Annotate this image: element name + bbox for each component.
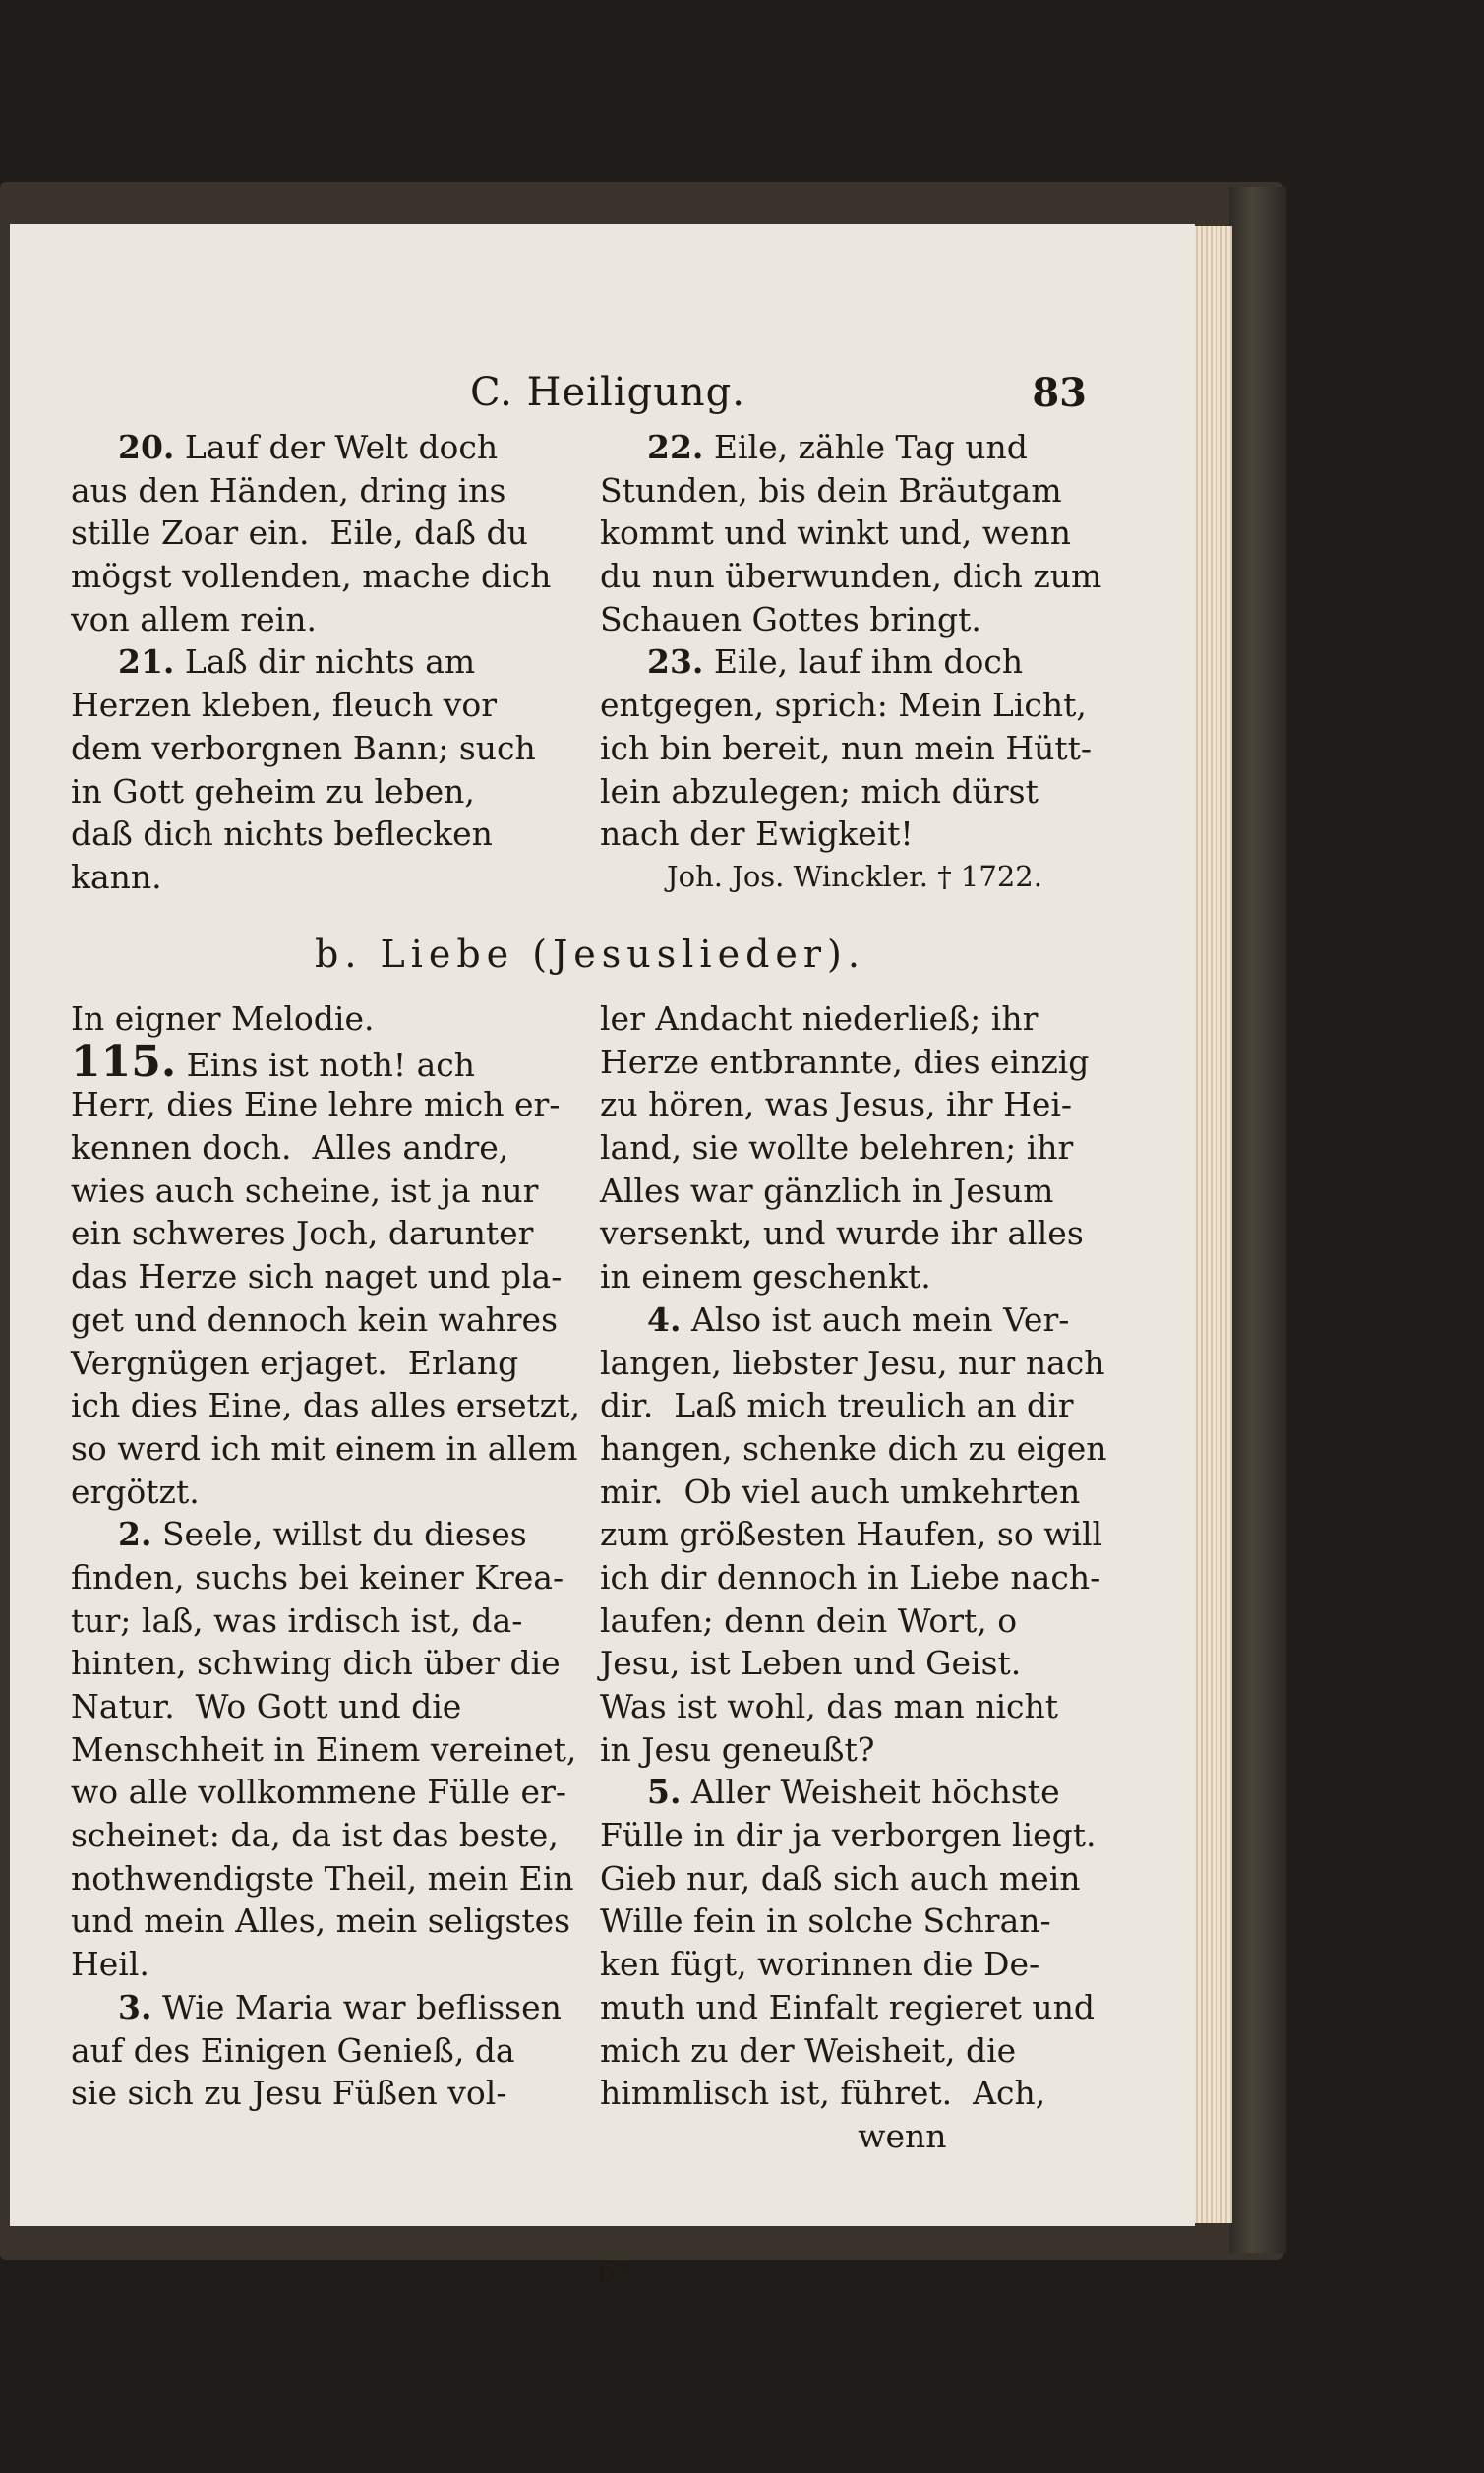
line-text: dir. Laß mich treulich an dir xyxy=(600,1386,1074,1425)
text-line xyxy=(71,997,563,1041)
line-text: laufen; denn dein Wort, o xyxy=(600,1600,1018,1640)
line-text: langen, liebster Jesu, nur nach xyxy=(600,1343,1105,1382)
text-line xyxy=(71,770,563,814)
line-text: aus den Händen, dring ins xyxy=(71,470,506,510)
line-text: hinten, schwing dich über die xyxy=(71,1644,561,1683)
text-line xyxy=(600,727,1092,770)
line-text: das Herze sich naget und pla- xyxy=(71,1257,563,1297)
line-text: Herze entbrannte, dies einzig xyxy=(600,1042,1090,1081)
line-text: Herr, dies Eine lehre mich er- xyxy=(71,1085,561,1124)
line-text: Wie Maria war beflissen xyxy=(151,1987,562,2026)
line-text: In eigner Melodie. xyxy=(71,999,375,1038)
right-column-top xyxy=(600,426,1102,899)
text-line xyxy=(600,1255,1092,1298)
text-line xyxy=(71,1556,563,1599)
line-text: Was ist wohl, das man nicht xyxy=(600,1687,1059,1725)
line-text: land, sie wollte belehren; ihr xyxy=(600,1128,1074,1168)
text-line xyxy=(71,684,563,727)
line-text: Fülle in dir ja verborgen liegt. xyxy=(600,1816,1097,1855)
line-text: du nun überwunden, dich zum xyxy=(600,557,1102,596)
line-text: mir. Ob viel auch umkehrten xyxy=(600,1472,1081,1511)
left-column-top xyxy=(71,426,563,899)
section-heading: b. Liebe (Jesuslieder). xyxy=(315,933,865,976)
line-text: Aller Weisheit höchste xyxy=(681,1773,1060,1812)
line-text: von allem rein. xyxy=(71,599,317,638)
text-line xyxy=(600,1041,1092,1084)
line-text: lein abzulegen; mich dürst xyxy=(600,771,1039,811)
verse-number: 2. xyxy=(118,1515,152,1554)
text-line xyxy=(600,1384,1092,1427)
text-line xyxy=(600,1986,1095,2029)
line-text: Menschheit in Einem vereinet, xyxy=(71,1729,577,1769)
line-text: Seele, willst du dieses xyxy=(151,1515,527,1554)
line-text: Jesu, ist Leben und Geist. xyxy=(600,1644,1022,1683)
line-text: wo alle vollkommene Fülle er- xyxy=(71,1773,567,1812)
line-text: mögst vollenden, mache dich xyxy=(71,557,552,596)
left-column-bottom xyxy=(71,997,580,2115)
verse-number: 22. xyxy=(647,428,704,466)
line-text: nach der Ewigkeit! xyxy=(600,814,914,854)
text-line xyxy=(71,1126,563,1170)
line-text: Schauen Gottes bringt. xyxy=(600,599,981,638)
text-line xyxy=(600,1170,1092,1213)
line-text: Eile, lauf ihm doch xyxy=(703,642,1024,682)
text-line xyxy=(71,1170,563,1213)
header-title: C. Heiligung. xyxy=(470,370,745,415)
line-text: Eile, zähle Tag und xyxy=(703,428,1028,466)
text-line xyxy=(71,1685,563,1728)
text-line xyxy=(600,997,1092,1041)
text-line xyxy=(600,2029,1092,2073)
verse-number: 4. xyxy=(647,1299,682,1339)
text-line xyxy=(71,1212,563,1255)
text-line xyxy=(600,426,1092,469)
text-line xyxy=(600,770,1092,814)
line-text: Also ist auch mein Ver- xyxy=(681,1299,1070,1339)
text-line xyxy=(71,1771,567,1814)
text-line xyxy=(71,1943,563,1986)
line-text: Herzen kleben, fleuch vor xyxy=(71,686,498,725)
text-line xyxy=(600,1342,1105,1385)
text-line xyxy=(71,1900,571,1943)
text-line xyxy=(600,1943,1092,1986)
text-line xyxy=(600,1513,1103,1556)
text-line xyxy=(600,1857,1092,1900)
text-line xyxy=(600,1556,1101,1599)
line-text: tur; laß, was irdisch ist, da- xyxy=(71,1600,523,1640)
text-line xyxy=(600,1685,1092,1728)
text-line xyxy=(71,1342,563,1385)
line-text: ich dies Eine, das alles ersetzt, xyxy=(71,1386,580,1425)
line-text: Eins ist noth! ach xyxy=(176,1045,476,1084)
text-line xyxy=(71,1728,577,1772)
text-line xyxy=(71,856,563,899)
printer-signature: 6* xyxy=(598,2256,629,2288)
line-text: wies auch scheine, ist ja nur xyxy=(71,1171,539,1210)
text-line xyxy=(71,1857,574,1900)
text-line xyxy=(71,1384,580,1427)
text-line xyxy=(71,1642,563,1685)
line-text: Stunden, bis dein Bräutgam xyxy=(600,470,1062,510)
text-line xyxy=(71,1986,563,2029)
line-text: finden, suchs bei keiner Krea- xyxy=(71,1557,564,1597)
line-text: entgegen, sprich: Mein Licht, xyxy=(600,686,1087,725)
text-line xyxy=(600,1599,1092,1643)
hymn-number: 115. xyxy=(71,1036,177,1087)
book-spine xyxy=(1229,187,1286,2253)
right-column-bottom xyxy=(600,997,1107,2158)
text-line xyxy=(600,1642,1092,1685)
text-line xyxy=(600,1212,1092,1255)
text-line xyxy=(71,2072,563,2115)
verse-number: 21. xyxy=(118,642,175,682)
text-line xyxy=(71,727,563,770)
line-text: Natur. Wo Gott und die xyxy=(71,1687,462,1725)
verse-number: 20. xyxy=(118,428,175,466)
line-text: in einem geschenkt. xyxy=(600,1257,931,1297)
text-line xyxy=(71,1036,563,1087)
text-line xyxy=(71,1255,563,1298)
text-line xyxy=(71,1814,563,1857)
text-line xyxy=(71,1599,563,1643)
line-text: sie sich zu Jesu Füßen vol- xyxy=(71,2074,507,2113)
page-number: 83 xyxy=(1032,370,1087,416)
line-text: Lauf der Welt doch xyxy=(174,428,499,466)
text-line xyxy=(71,512,563,555)
running-header xyxy=(10,370,1195,419)
line-text: kommt und winkt und, wenn xyxy=(600,513,1072,553)
line-text: nothwendigste Theil, mein Ein xyxy=(71,1858,574,1898)
text-line xyxy=(600,813,1092,856)
text-line xyxy=(600,1298,1092,1342)
line-text: Wille fein in solche Schran- xyxy=(600,1901,1051,1941)
text-line xyxy=(600,684,1092,727)
line-text: hangen, schenke dich zu eigen xyxy=(600,1428,1107,1468)
text-line xyxy=(600,1771,1092,1814)
text-line xyxy=(71,1471,563,1514)
text-line xyxy=(71,2029,563,2073)
text-line xyxy=(71,469,563,513)
book-page xyxy=(10,224,1195,2288)
line-text: ich bin bereit, nun mein Hütt- xyxy=(600,728,1093,767)
line-text: kann. xyxy=(71,857,162,896)
line-text: in Jesu geneußt? xyxy=(600,1729,875,1769)
text-line xyxy=(600,640,1092,684)
line-text: dem verborgnen Bann; such xyxy=(71,728,536,767)
text-line xyxy=(71,598,563,641)
line-text: und mein Alles, mein seligstes xyxy=(71,1901,571,1941)
verse-number: 3. xyxy=(118,1987,152,2026)
text-line xyxy=(600,555,1102,598)
text-line xyxy=(600,1728,1092,1772)
line-text: scheinet: da, da ist das beste, xyxy=(71,1816,559,1855)
line-text: Vergnügen erjaget. Erlang xyxy=(71,1343,519,1382)
text-line xyxy=(600,598,1092,641)
line-text: zu hören, was Jesus, ihr Hei- xyxy=(600,1085,1073,1124)
line-text: ergötzt. xyxy=(71,1472,200,1511)
line-text: kennen doch. Alles andre, xyxy=(71,1128,509,1168)
line-text: mich zu der Weisheit, die xyxy=(600,2030,1017,2070)
line-text: Heil. xyxy=(71,1945,149,1984)
line-text: so werd ich mit einem in allem xyxy=(71,1428,578,1468)
text-line xyxy=(600,1083,1092,1126)
text-line xyxy=(600,2072,1092,2115)
hymn-attribution: Joh. Jos. Winckler. † 1722. xyxy=(667,859,1042,893)
line-text: auf des Einigen Genieß, da xyxy=(71,2030,515,2070)
line-text: zum größesten Haufen, so will xyxy=(600,1515,1103,1554)
line-text: in Gott geheim zu leben, xyxy=(71,771,475,811)
text-line xyxy=(600,1814,1097,1857)
text-line xyxy=(71,1427,578,1471)
line-text: Gieb nur, daß sich auch mein xyxy=(600,1858,1081,1898)
text-line xyxy=(600,1126,1092,1170)
right-top-lines xyxy=(600,426,1102,856)
verse-number: 23. xyxy=(647,642,704,682)
line-text: himmlisch ist, führet. Ach, xyxy=(600,2074,1046,2113)
text-line xyxy=(600,2115,1092,2158)
line-text: stille Zoar ein. Eile, daß du xyxy=(71,513,528,553)
line-text: muth und Einfalt regieret und xyxy=(600,1987,1095,2026)
text-line xyxy=(71,813,563,856)
line-text: Laß dir nichts am xyxy=(174,642,476,682)
text-line xyxy=(600,1471,1092,1514)
line-text: versenkt, und wurde ihr alles xyxy=(600,1214,1084,1253)
text-line xyxy=(71,555,563,598)
verse-number: 5. xyxy=(647,1773,682,1812)
text-line xyxy=(71,640,563,684)
line-text: Alles war gänzlich in Jesum xyxy=(600,1171,1054,1210)
line-text: ich dir dennoch in Liebe nach- xyxy=(600,1557,1101,1597)
text-line xyxy=(71,1083,563,1126)
text-line xyxy=(71,426,563,469)
line-text: get und dennoch kein wahres xyxy=(71,1299,559,1339)
text-line xyxy=(600,1427,1107,1471)
text-line xyxy=(600,469,1092,513)
line-text: ken fügt, worinnen die De- xyxy=(600,1945,1040,1984)
line-text: ler Andacht niederließ; ihr xyxy=(600,999,1039,1038)
line-text: wenn xyxy=(600,2116,947,2155)
text-line xyxy=(600,512,1092,555)
line-text: daß dich nichts beflecken xyxy=(71,814,493,854)
text-line xyxy=(600,1900,1092,1943)
line-text: ein schweres Joch, darunter xyxy=(71,1214,534,1253)
text-line xyxy=(71,1513,563,1556)
text-line xyxy=(71,1298,563,1342)
